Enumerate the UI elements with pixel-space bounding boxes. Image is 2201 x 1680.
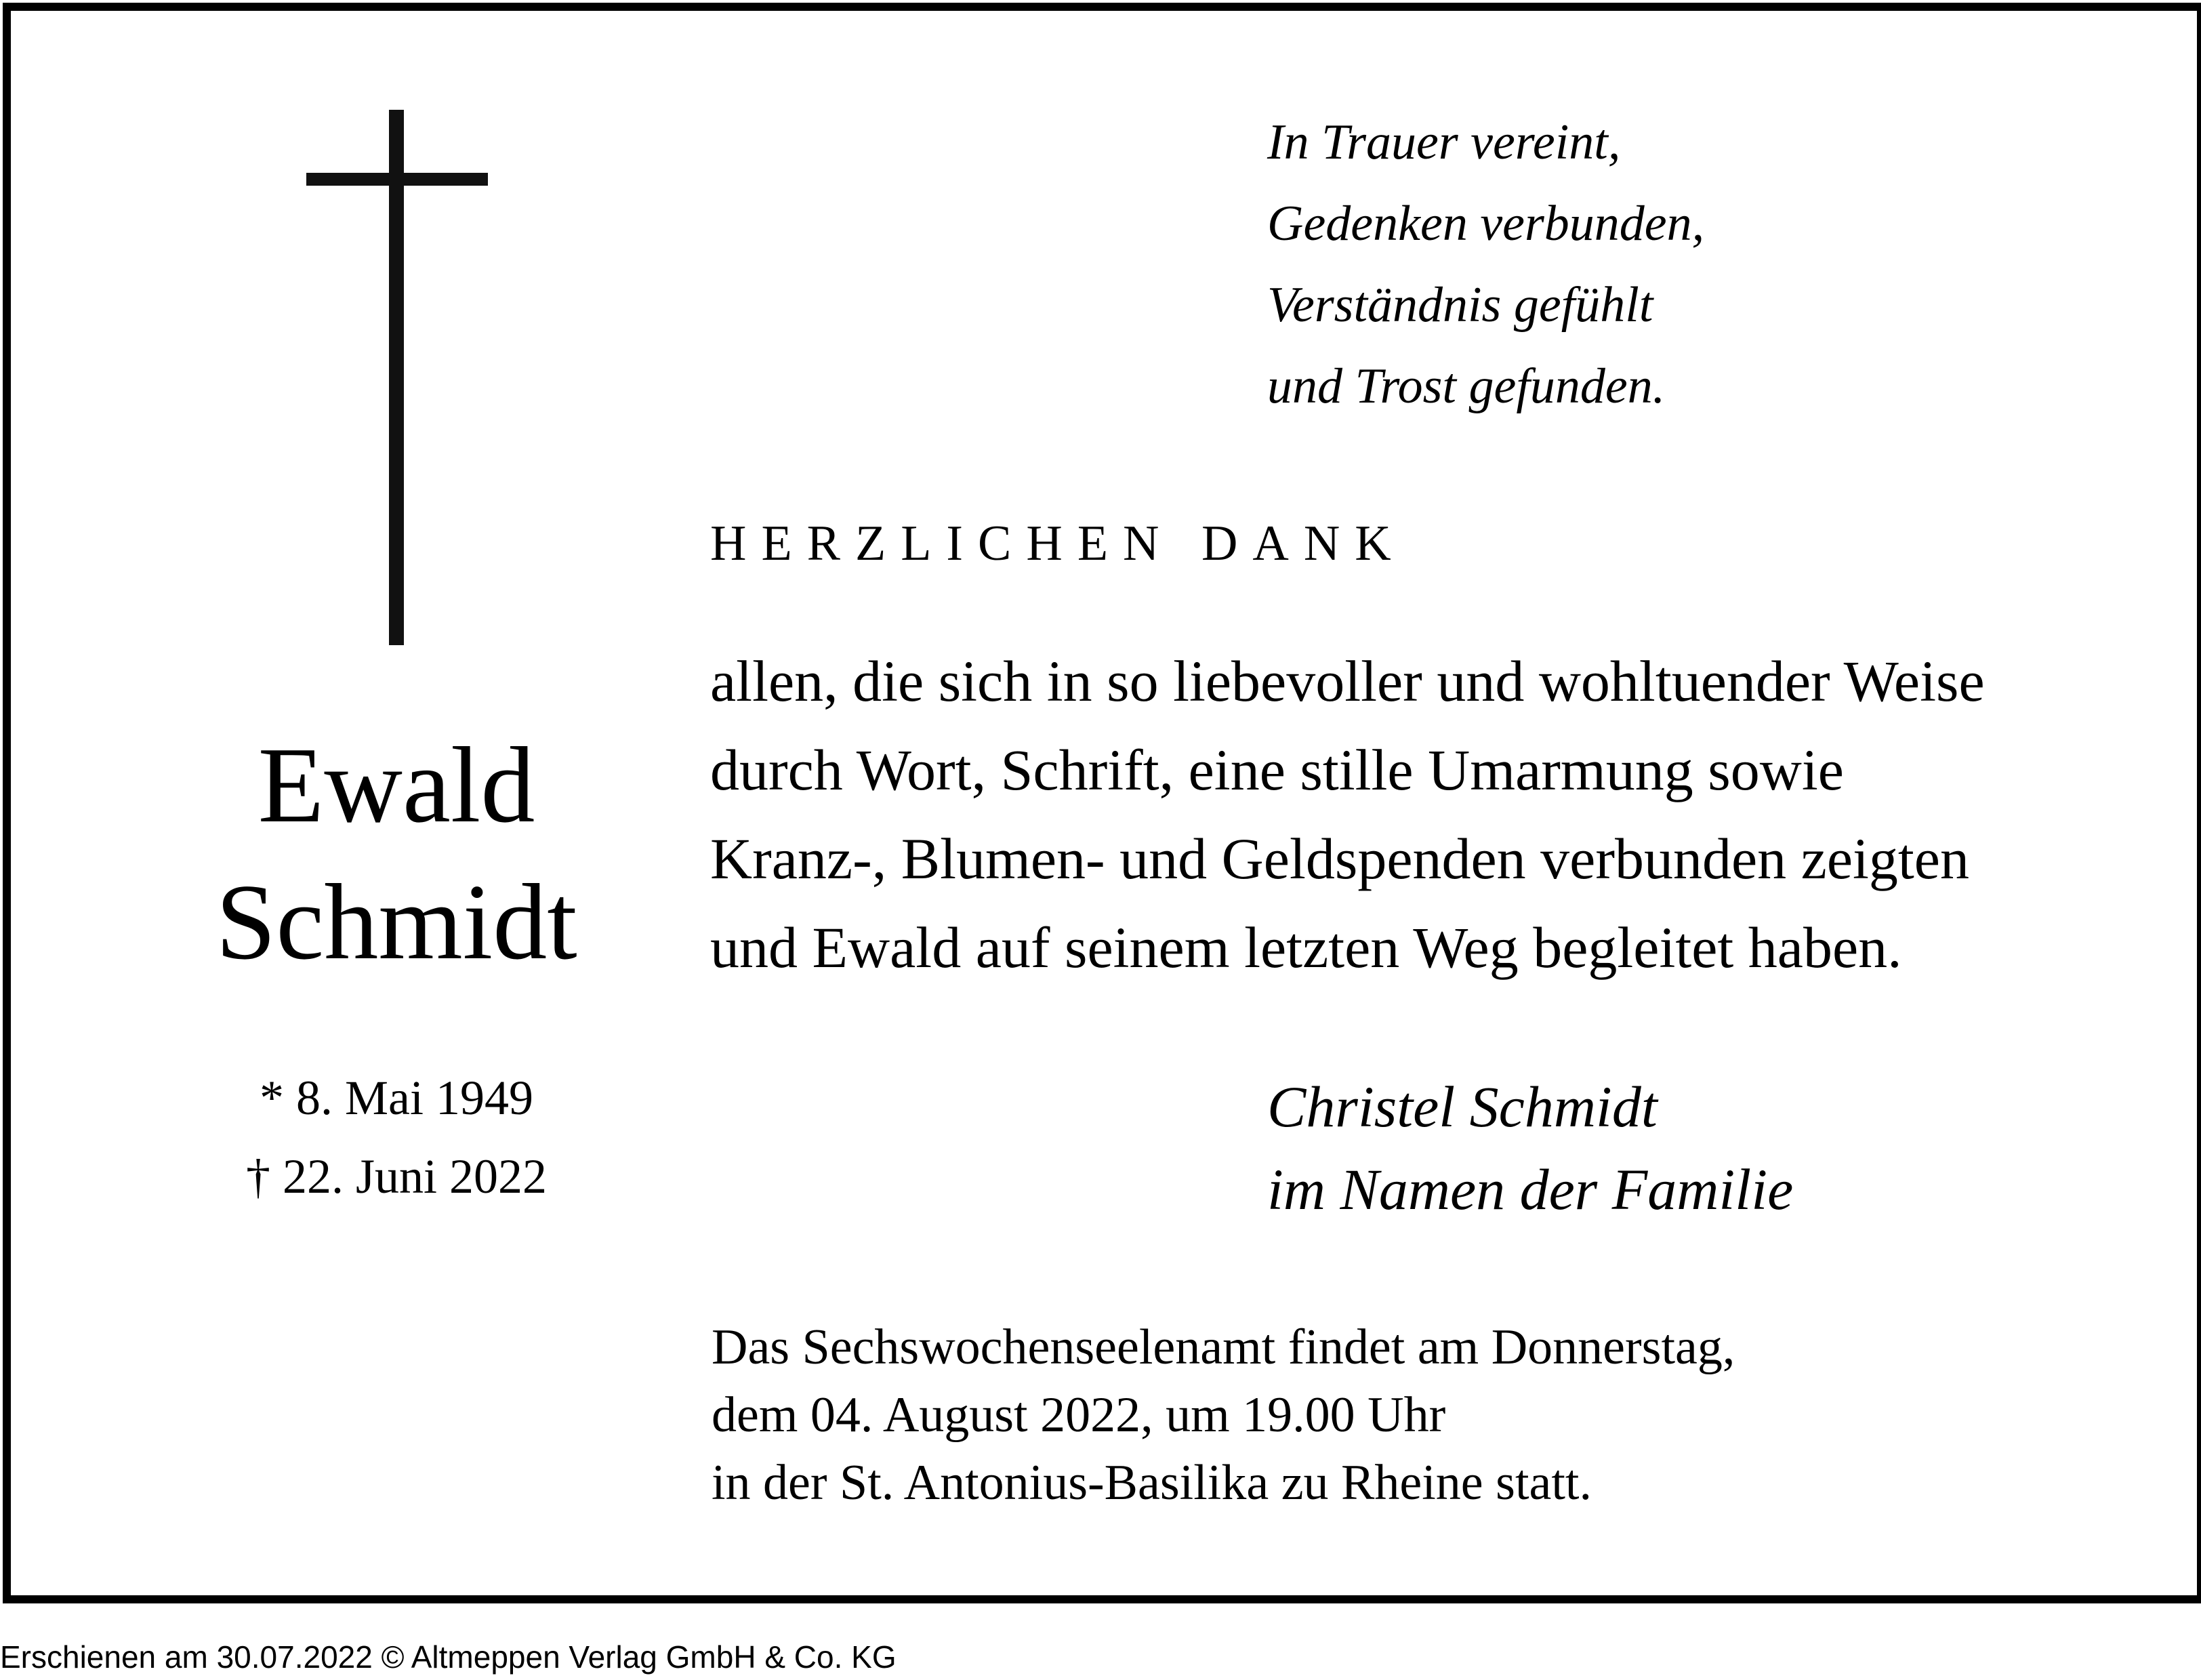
deceased-first-name: Ewald xyxy=(258,724,535,845)
notice-line: Das Sechswochenseelenamt findet am Donnerstag, xyxy=(712,1319,1735,1375)
thanks-text xyxy=(710,637,1985,992)
signature-line: im Namen der Familie xyxy=(1267,1157,1794,1222)
birth-date: * 8. Mai 1949 xyxy=(260,1071,533,1125)
poem-line: und Trost gefunden. xyxy=(1267,358,1666,414)
signature-line: Christel Schmidt xyxy=(1267,1074,1658,1139)
cross-horizontal-bar xyxy=(306,173,488,186)
death-date: † 22. Juni 2022 xyxy=(245,1149,548,1204)
poem-line: Gedenken verbunden, xyxy=(1267,196,1705,251)
mass-notice xyxy=(712,1313,1735,1517)
publication-footer: Erschienen am 30.07.2022 © Altmeppen Verlag GmbH & Co. KG xyxy=(0,1639,897,1675)
thanks-line: und Ewald auf seinem letzten Weg begleitet haben. xyxy=(710,915,1902,980)
thanks-line: durch Wort, Schrift, eine stille Umarmung sowie xyxy=(710,737,1844,802)
poem-line: Verständnis gefühlt xyxy=(1267,277,1653,333)
thanks-line: Kranz-, Blumen- und Geldspenden verbunden zeigten xyxy=(710,826,1969,891)
cross-vertical-bar xyxy=(389,110,404,645)
poem xyxy=(1267,102,1704,427)
thanks-line: allen, die sich in so liebevoller und wohltuender Weise xyxy=(710,649,1985,714)
signature xyxy=(1267,1065,1793,1231)
deceased-last-name: Schmidt xyxy=(215,861,577,982)
poem-line: In Trauer vereint, xyxy=(1267,115,1621,170)
thanks-heading: HERZLICHEN DANK xyxy=(710,516,1406,571)
notice-line: dem 04. August 2022, um 19.00 Uhr xyxy=(712,1387,1446,1443)
notice-line: in der St. Antonius-Basilika zu Rheine statt. xyxy=(712,1455,1592,1511)
